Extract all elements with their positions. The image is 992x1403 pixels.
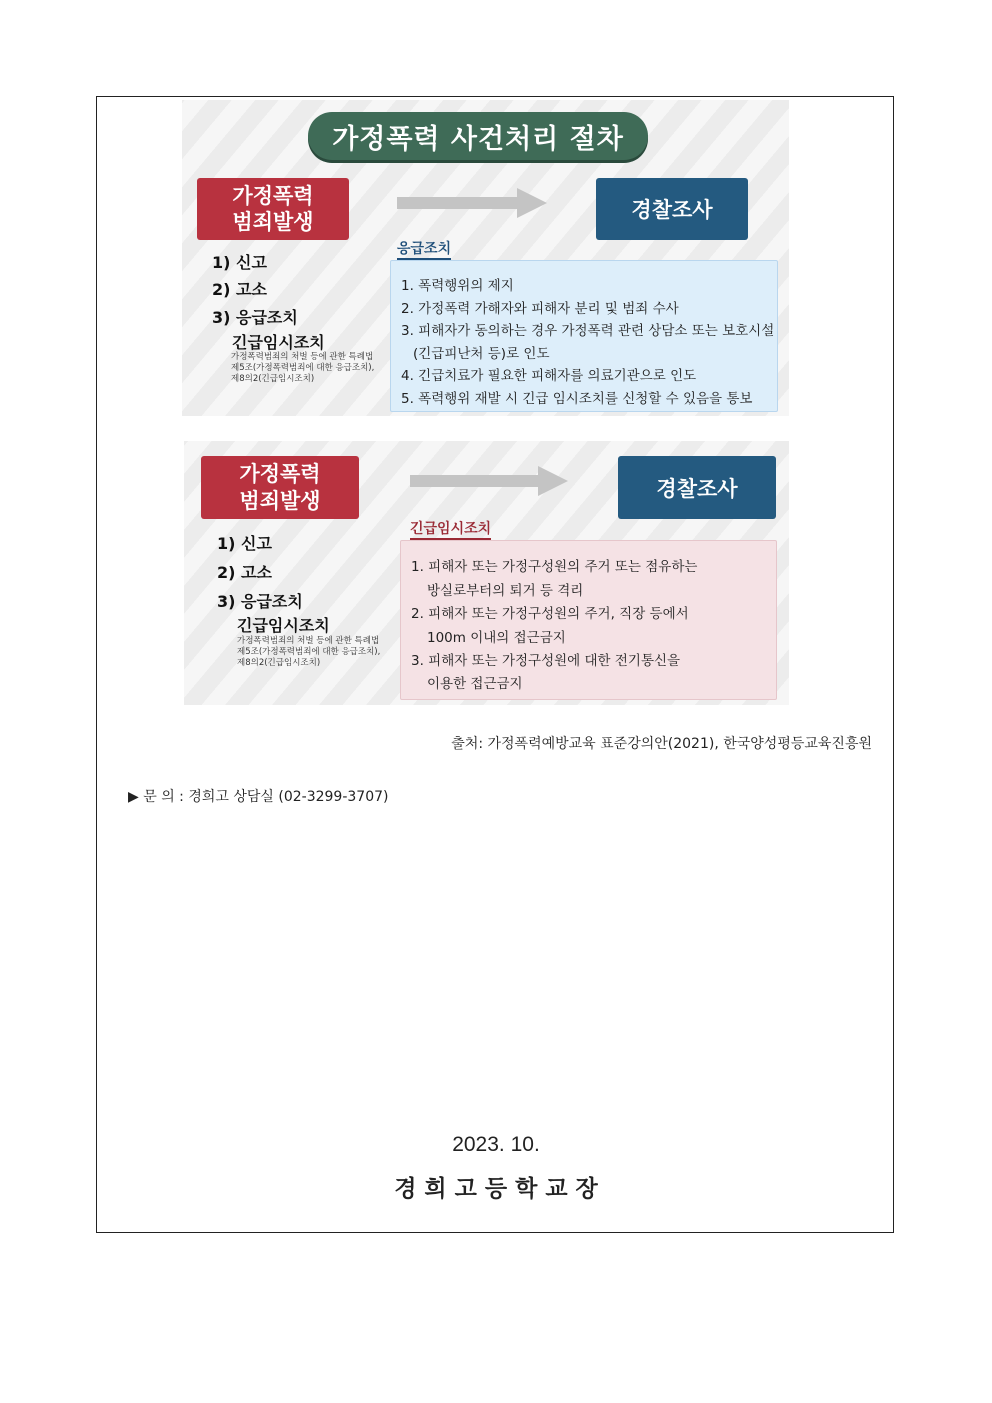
emergency-measures-box <box>390 260 778 412</box>
procedure-panel-urgent <box>184 441 789 705</box>
section-label-urgent: 긴급임시조치 <box>410 518 491 540</box>
law-note-line: 가정폭력범죄의 처벌 등에 관한 특례법 <box>237 636 380 646</box>
law-note <box>231 352 374 385</box>
step-urgent-temporary-measure: 긴급임시조치 <box>237 616 330 635</box>
issuer-signature: 경 희 고 등 학 교 장 <box>394 1175 598 1202</box>
law-note-line: 제8의2(긴급임시조치) <box>237 658 321 668</box>
crime-box-line1: 가정폭력 <box>239 462 321 487</box>
list-item: 1. 피해자 또는 가정구성원의 주거 또는 점유하는 <box>411 559 698 575</box>
list-item: 3. 피해자 또는 가정구성원에 대한 전기통신을 <box>411 653 681 669</box>
section-label-emergency: 응급조치 <box>397 238 451 260</box>
flow-arrow-icon <box>410 466 570 496</box>
step-report: 1) 신고 <box>212 253 267 272</box>
list-item: 2. 가정폭력 가해자와 피해자 분리 및 범죄 수사 <box>401 301 679 317</box>
crime-occurrence-box <box>201 456 359 519</box>
police-investigation-box: 경찰조사 <box>596 178 748 240</box>
step-urgent-temporary-measure: 긴급임시조치 <box>232 333 325 352</box>
procedure-panel-emergency <box>182 100 789 416</box>
crime-box-line2: 범죄발생 <box>239 488 321 513</box>
list-item: (긴급피난처 등)로 인도 <box>413 346 550 362</box>
document-date: 2023. 10. <box>452 1133 540 1156</box>
police-investigation-box: 경찰조사 <box>618 456 776 519</box>
step-emergency-measure: 3) 응급조치 <box>212 308 298 327</box>
crime-box-line2: 범죄발생 <box>232 210 314 234</box>
urgent-measures-box <box>400 540 777 700</box>
list-item: 3. 피해자가 동의하는 경우 가정폭력 관련 상담소 또는 보호시설 <box>401 323 775 339</box>
law-note-line: 가정폭력범죄의 처벌 등에 관한 특례법 <box>231 352 374 362</box>
list-item: 100m 이내의 접근금지 <box>427 630 566 646</box>
crime-box-line1: 가정폭력 <box>232 183 314 208</box>
flow-arrow-icon <box>397 188 547 218</box>
step-complaint: 2) 고소 <box>212 280 267 299</box>
crime-occurrence-box <box>197 178 349 240</box>
law-note <box>237 636 380 669</box>
list-item: 방실로부터의 퇴거 등 격리 <box>427 583 584 599</box>
law-note-line: 제8의2(긴급임시조치) <box>231 374 315 384</box>
list-item: 5. 폭력행위 재발 시 긴급 임시조치를 신청할 수 있음을 통보 <box>401 391 753 407</box>
list-item: 1. 폭력행위의 제지 <box>401 278 514 294</box>
list-item: 이용한 접근금지 <box>427 676 523 692</box>
law-note-line: 제5조(가정폭력범죄에 대한 응급조치), <box>237 647 381 657</box>
step-emergency-measure: 3) 응급조치 <box>217 592 303 611</box>
step-report: 1) 신고 <box>217 534 272 553</box>
panel-title: 가정폭력 사건처리 절차 <box>308 112 648 160</box>
contact-info: ▶ 문 의 : 경희고 상담실 (02-3299-3707) <box>128 789 389 805</box>
source-citation: 출처: 가정폭력예방교육 표준강의안(2021), 한국양성평등교육진흥원 <box>451 736 872 752</box>
list-item: 4. 긴급치료가 필요한 피해자를 의료기관으로 인도 <box>401 368 697 384</box>
law-note-line: 제5조(가정폭력범죄에 대한 응급조치), <box>231 363 375 373</box>
step-complaint: 2) 고소 <box>217 563 272 582</box>
list-item: 2. 피해자 또는 가정구성원의 주거, 직장 등에서 <box>411 606 689 622</box>
